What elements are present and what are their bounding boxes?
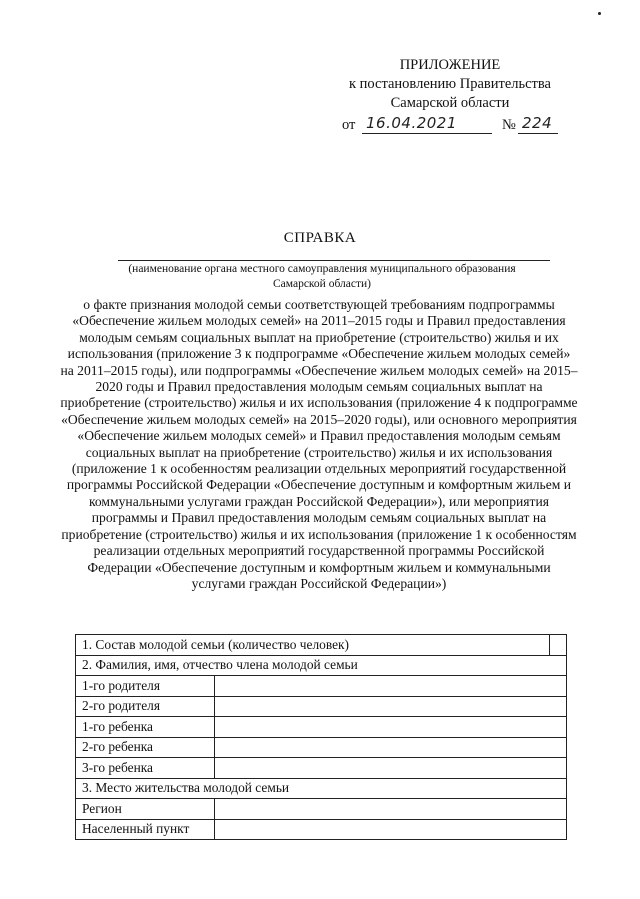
settlement-label: Населенный пункт bbox=[76, 819, 215, 840]
authority-note: (наименование органа местного самоуправления муниципального образования Самарской области) bbox=[128, 263, 516, 290]
parent-2-label: 2-го родителя bbox=[76, 696, 215, 717]
table-row bbox=[76, 758, 567, 779]
settlement-value bbox=[215, 819, 567, 840]
date-prefix: от bbox=[342, 117, 356, 133]
appendix-region: Самарской области bbox=[390, 95, 510, 111]
authority-line bbox=[118, 260, 550, 261]
resolution-date: 16.04.2021 bbox=[366, 114, 457, 132]
parent-1-value bbox=[215, 676, 567, 697]
table-row bbox=[76, 676, 567, 697]
appendix-title: ПРИЛОЖЕНИЕ bbox=[399, 57, 501, 73]
child-1-label: 1-го ребенка bbox=[76, 717, 215, 738]
table-row bbox=[76, 819, 567, 840]
parent-2-value bbox=[215, 696, 567, 717]
composition-value bbox=[549, 635, 566, 656]
child-3-label: 3-го ребенка bbox=[76, 758, 215, 779]
document-title: СПРАВКА bbox=[283, 230, 357, 246]
table-row bbox=[76, 778, 567, 799]
certificate-description: о факте признания молодой семьи соответствующей требованиям подпрограммы «Обеспечение жильем молодых семей» на 2011–2015 годы и Правил предоставления молодым семьям социальных выплат на приобретение (строительство) жилья и их использования (приложение 3 к подпрограмме «Обеспечение жильем молодых семей» на 2011–2015 годы), или подпрограммы «Обеспечение жильем молодых семей» на 2015–2020 годы и Правил предоставления молодым семьям социальных выплат на приобретение (строительство) жилья и их использования (приложение 4 к подпрограмме «Обеспечение жильем молодых семей» на 2015–2020 годы), или основного мероприятия «Обеспечение жильем молодых семей» и Правил предоставления молодым семьям социальных выплат на приобретение (строительство) жилья и их использования (приложение 1 к особенностям реализации отдельных мероприятий государственной программы Российской Федерации «Обеспечение доступным и комфортным жильем и коммунальными услугами граждан Российской Федерации»), или мероприятия программы и Правил предоставления молодым семьям социальных выплат на приобретение (строительство) жилья и их использования (приложение 1 к особенностям реализации отдельных мероприятий государственной программы Российской Федерации «Обеспечение доступным и комфортным жильем и коммунальными услугами граждан Российской Федерации») bbox=[60, 297, 578, 591]
table-row bbox=[76, 717, 567, 738]
appendix-header bbox=[330, 56, 570, 136]
scan-dot bbox=[598, 12, 601, 15]
section-3-heading: 3. Место жительства молодой семьи bbox=[76, 778, 567, 799]
child-1-value bbox=[215, 717, 567, 738]
date-underline bbox=[362, 133, 492, 134]
child-2-value bbox=[215, 737, 567, 758]
region-value bbox=[215, 799, 567, 820]
region-label: Регион bbox=[76, 799, 215, 820]
table-row bbox=[76, 737, 567, 758]
resolution-number: 224 bbox=[522, 114, 553, 132]
child-2-label: 2-го ребенка bbox=[76, 737, 215, 758]
family-form-table bbox=[75, 634, 567, 840]
table-row bbox=[76, 696, 567, 717]
child-3-value bbox=[215, 758, 567, 779]
appendix-resolution: к постановлению Правительства bbox=[349, 76, 551, 92]
parent-1-label: 1-го родителя bbox=[76, 676, 215, 697]
appendix-dateline bbox=[330, 114, 570, 136]
number-prefix: № bbox=[502, 117, 516, 133]
number-underline bbox=[518, 133, 558, 134]
composition-label: 1. Состав молодой семьи (количество человек) bbox=[76, 635, 550, 656]
table-row bbox=[76, 799, 567, 820]
table-row bbox=[76, 635, 567, 656]
section-2-heading: 2. Фамилия, имя, отчество члена молодой семьи bbox=[76, 655, 567, 676]
table-row bbox=[76, 655, 567, 676]
